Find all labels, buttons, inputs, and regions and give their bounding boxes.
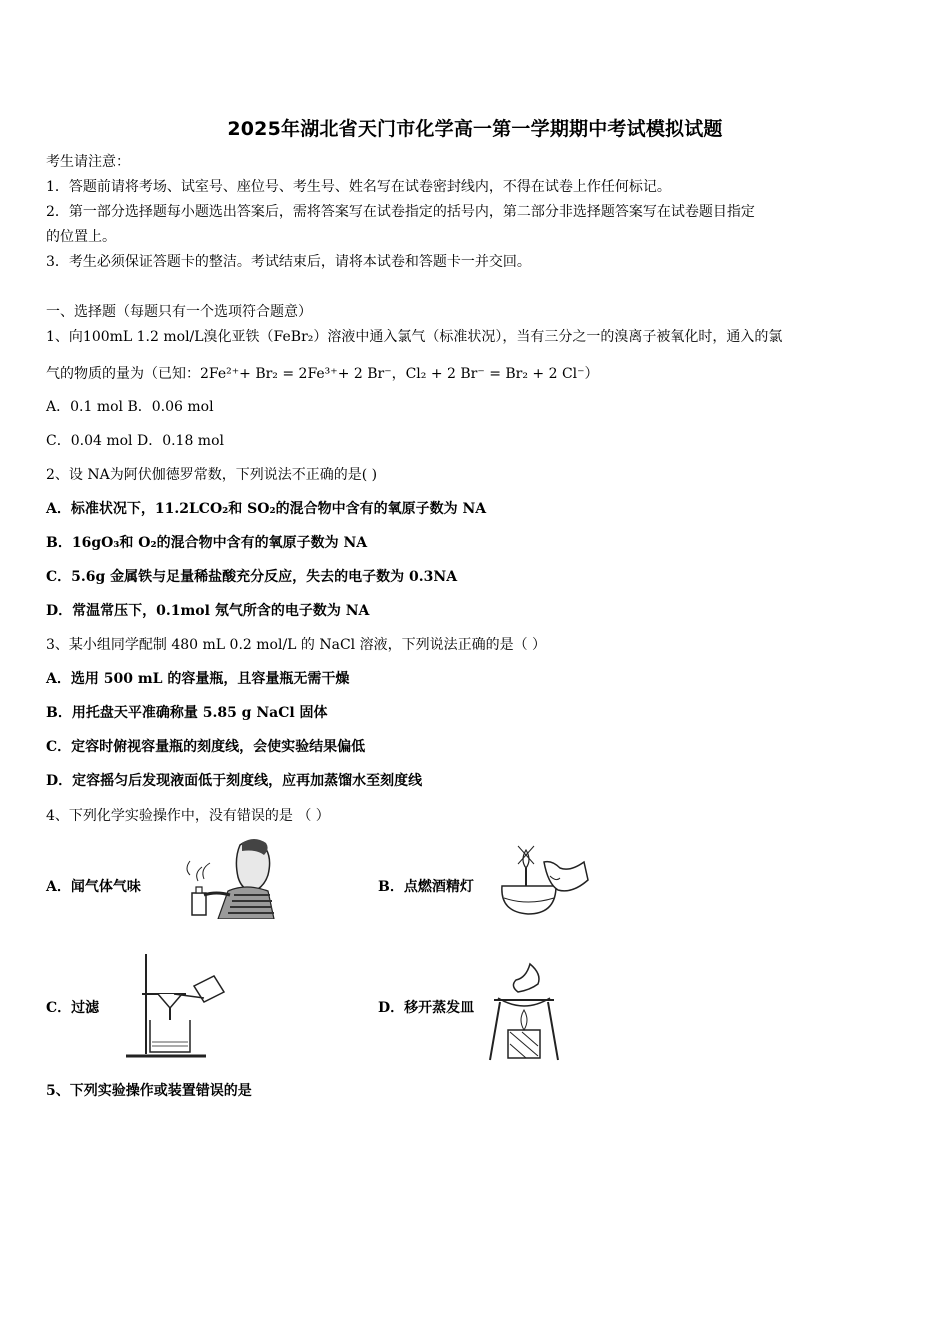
q3-option-a: A．选用 500 mL 的容量瓶，且容量瓶无需干燥: [46, 671, 350, 687]
q3-stem: 3、某小组同学配制 480 mL 0.2 mol/L 的 NaCl 溶液，下列说法正确的是（ ）: [46, 637, 547, 653]
q1-options-cd: C．0.04 mol D．0.18 mol: [46, 433, 224, 449]
alcohol-lamp-figure: [488, 840, 598, 920]
q4-option-b: B．点燃酒精灯: [378, 879, 474, 895]
q4-option-c: C．过滤: [46, 1000, 100, 1016]
q1-options-ab: A．0.1 mol B．0.06 mol: [46, 399, 214, 415]
q4-option-d: D．移开蒸发皿: [378, 1000, 475, 1016]
smelling-gas-figure: [178, 835, 278, 919]
q1-stem-line2: 气的物质的量为（已知：2Fe²⁺+ Br₂ = 2Fe³⁺+ 2 Br⁻，Cl₂ + 2 Br⁻ = Br₂ + 2 Cl⁻）: [46, 366, 599, 382]
q3-option-c: C．定容时俯视容量瓶的刻度线，会使实验结果偏低: [46, 739, 366, 755]
q2-option-d: D．常温常压下，0.1mol 氖气所含的电子数为 NA: [46, 603, 370, 619]
notice-item-2-cont: 的位置上。: [46, 229, 116, 245]
q5-stem: 5、下列实验操作或装置错误的是: [46, 1083, 252, 1099]
filtration-figure: [122, 948, 230, 1060]
q3-option-d: D．定容摇匀后发现液面低于刻度线，应再加蒸馏水至刻度线: [46, 773, 423, 789]
q4-option-a: A．闻气体气味: [46, 879, 141, 895]
q2-option-a: A．标准状况下，11.2LCO₂和 SO₂的混合物中含有的氧原子数为 NA: [46, 501, 487, 517]
notice-item-1: 1．答题前请将考场、试室号、座位号、考生号、姓名写在试卷密封线内，不得在试卷上作任何标记。: [46, 179, 671, 195]
q2-option-c: C．5.6g 金属铁与足量稀盐酸充分反应，失去的电子数为 0.3NA: [46, 569, 458, 585]
evaporating-dish-figure: [484, 960, 564, 1064]
section-heading: 一、选择题（每题只有一个选项符合题意）: [46, 304, 312, 320]
notice-item-2: 2．第一部分选择题每小题选出答案后，需将答案写在试卷指定的括号内，第二部分非选择题答案写在试卷题目指定: [46, 204, 755, 220]
q2-option-b: B．16gO₃和 O₂的混合物中含有的氧原子数为 NA: [46, 535, 368, 551]
q3-option-b: B．用托盘天平准确称量 5.85 g NaCl 固体: [46, 705, 328, 721]
q2-stem: 2、设 NA为阿伏伽德罗常数，下列说法不正确的是( ): [46, 467, 378, 483]
notice-item-3: 3．考生必须保证答题卡的整洁。考试结束后，请将本试卷和答题卡一并交回。: [46, 254, 531, 270]
q1-stem-line1: 1、向100mL 1.2 mol/L溴化亚铁（FeBr₂）溶液中通入氯气（标准状况），当有三分之一的溴离子被氧化时，通入的氯: [46, 329, 783, 345]
notice-heading: 考生请注意：: [46, 154, 130, 170]
page-title: 2025年湖北省天门市化学高一第一学期期中考试模拟试题: [227, 118, 723, 140]
q4-stem: 4、下列化学实验操作中，没有错误的是 （ ）: [46, 808, 330, 824]
